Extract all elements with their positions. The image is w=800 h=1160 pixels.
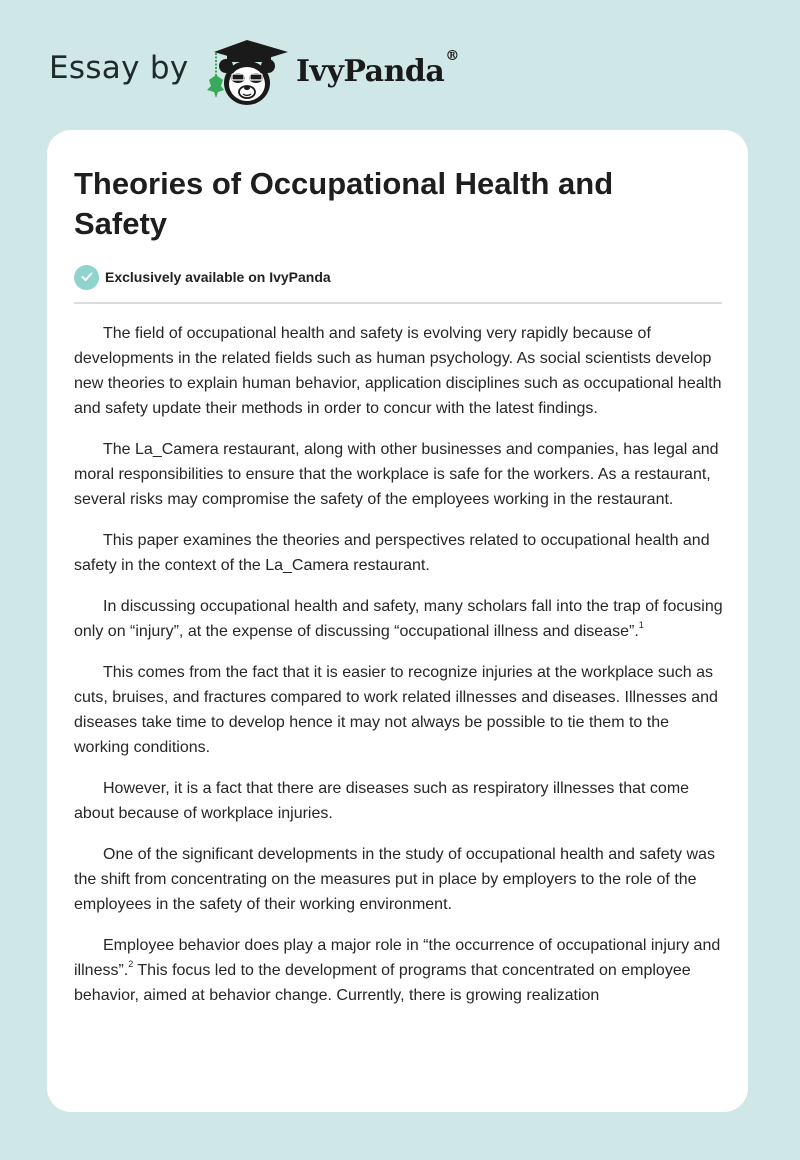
footnote-ref[interactable]: 2	[128, 958, 134, 969]
paragraph	[74, 842, 726, 917]
essay-body	[74, 321, 726, 1024]
footnote-ref[interactable]: 1	[638, 619, 644, 630]
site-header	[0, 0, 800, 130]
registered-mark: ®	[445, 48, 459, 64]
divider	[74, 302, 722, 304]
paragraph-text: The La_Camera restaurant, along with other businesses and companies, has legal and moral responsibilities to ensure that the workplace is safe for the workers. As a restaurant, several risks may compromise the safety of the employees working in the restaurant.	[74, 441, 719, 508]
paragraph	[74, 437, 726, 512]
essay-by-label: Essay by	[49, 50, 189, 86]
paragraph	[74, 660, 726, 760]
page-title: Theories of Occupational Health and Safety	[74, 166, 614, 241]
paragraph-text: This paper examines the theories and perspectives related to occupational health and safety in the context of the La_Camera restaurant.	[74, 532, 710, 574]
paragraph	[74, 321, 726, 421]
exclusive-label: Exclusively available on IvyPanda	[105, 269, 331, 285]
paragraph	[74, 776, 726, 826]
paragraph-text: This focus led to the development of programs that concentrated on employee behavior, aimed at behavior change. Currently, there is growing realization	[74, 962, 691, 1004]
paragraph	[74, 594, 726, 644]
paragraph-text: Employee behavior does play a major role in “the occurrence of occupational injury and illness”.	[74, 937, 721, 979]
paragraph-text: This comes from the fact that it is easier to recognize injuries at the workplace such as cuts, bruises, and fractures compared to work related illnesses and diseases. Illnesses and diseases take time to develop hence it may not always be possible to tie them to the working conditions.	[74, 664, 718, 756]
paragraph-text: One of the significant developments in the study of occupational health and safety was the shift from concentrating on the measures put in place by employers to the role of the employees in the safety of their working environment.	[74, 846, 715, 913]
paragraph	[74, 528, 726, 578]
exclusive-badge	[74, 264, 331, 290]
brand-name[interactable]	[296, 48, 459, 89]
brand-text: IvyPanda	[296, 54, 445, 89]
ivypanda-logo-icon[interactable]	[202, 36, 292, 108]
check-circle-icon	[74, 265, 99, 290]
paragraph-text: In discussing occupational health and safety, many scholars fall into the trap of focusing only on “injury”, at the expense of discussing “occupational illness and disease”.	[74, 598, 723, 640]
paragraph-text: However, it is a fact that there are diseases such as respiratory illnesses that come about because of workplace injuries.	[74, 780, 690, 822]
essay-card	[47, 130, 748, 1112]
paragraph	[74, 933, 726, 1008]
paragraph-text: The field of occupational health and safety is evolving very rapidly because of developments in the related fields such as human psychology. As social scientists develop new theories to explain human behavior, application disciplines such as occupational health and safety update their methods in order to concur with the latest findings.	[74, 325, 722, 417]
